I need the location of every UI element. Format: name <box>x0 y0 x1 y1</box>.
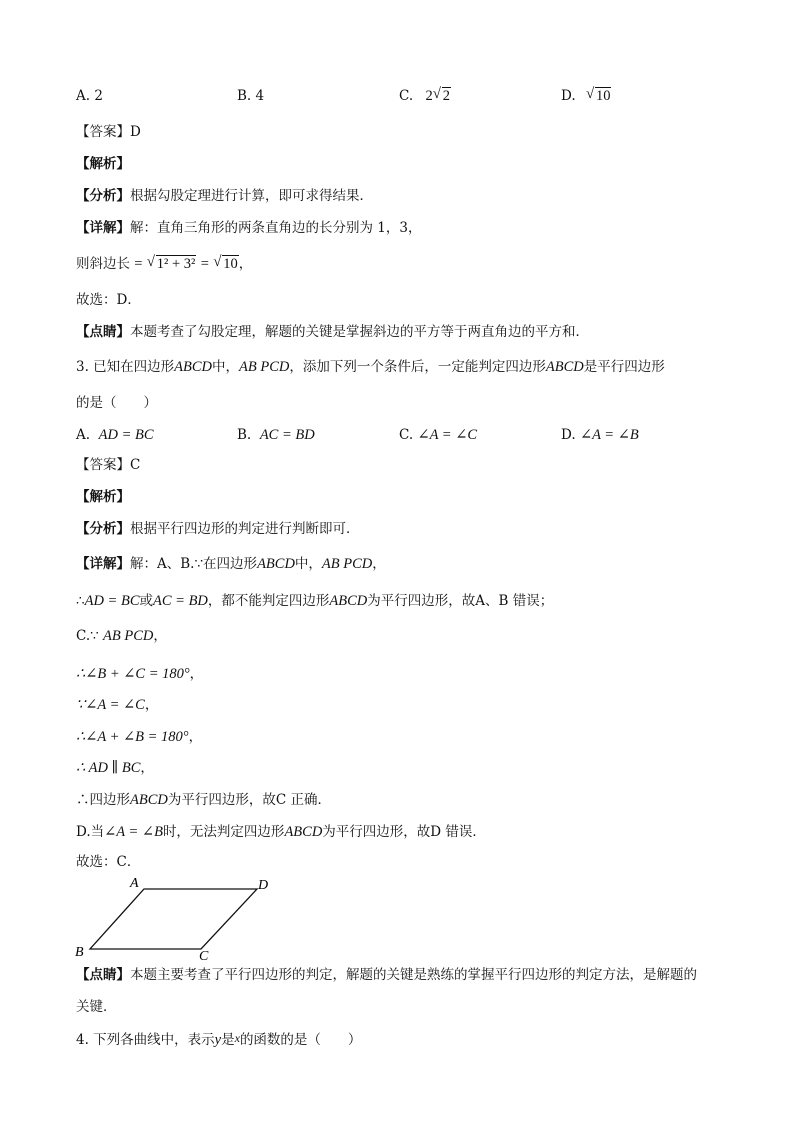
q3-step-6 <box>76 758 154 778</box>
xiangjie-text: 解：直角三角形的两条直角边的长分别为 1，3， <box>130 220 422 236</box>
q3-stem-abcd: ABCD <box>174 359 213 375</box>
q2-option-d-radicand: 10 <box>595 88 611 104</box>
s1-text-3: 为平行四边形，故A、B 错误； <box>367 593 554 609</box>
xj-1-cond: AB PCD <box>321 556 373 572</box>
q3-option-a-math: AD = BC <box>98 427 154 443</box>
q3-step-2 <box>76 626 167 646</box>
q3-option-c-math: ∠A = ∠C <box>417 427 478 443</box>
s7-math: ABCD <box>130 792 168 808</box>
q3-option-c <box>399 425 477 445</box>
calc-radicand: 1² + 3² <box>156 256 196 272</box>
q3-answer: 【答案】C <box>76 457 141 473</box>
therefore-symbol: ∴ <box>76 593 85 609</box>
q3-step-3 <box>76 664 203 684</box>
s8-post: 为平行四边形，故D 错误． <box>322 824 486 840</box>
q3-option-d-label: D. <box>561 427 576 443</box>
q3-option-a-label: A. <box>76 427 91 443</box>
parallelogram-shape <box>90 889 257 949</box>
calc-end: ， <box>238 256 253 272</box>
q3-stem-abcd2: ABCD <box>545 359 584 375</box>
parallelogram-figure <box>70 872 280 964</box>
q3-stem <box>76 357 665 377</box>
q3-fenxi <box>76 519 360 539</box>
s5-end: ， <box>188 729 203 745</box>
calc-prefix: 则斜边长 <box>76 256 130 272</box>
s8-math-2: ABCD <box>284 824 323 840</box>
vertex-label-a: A <box>130 876 139 891</box>
q4-stem-y: y <box>214 1032 222 1048</box>
q2-xiangjie <box>76 218 421 238</box>
sqrt-sign: √ 1² + 3² <box>146 254 196 272</box>
vertex-label-c: C <box>199 949 209 964</box>
q3-step-5 <box>76 727 202 747</box>
q2-calc <box>76 254 252 274</box>
q3-step-1 <box>76 591 553 611</box>
q3-stem-3: ，添加下列一个条件后，一定能判定四边形 <box>289 359 546 375</box>
dianjing-tag: 【点睛】 <box>76 324 130 340</box>
calc-eq2: = <box>200 256 209 272</box>
xj-1-abcd: ABCD <box>257 556 295 572</box>
s8-mid: 时，无法判定四边形 <box>162 824 285 840</box>
dianjing-text: 本题主要考查了平行四边形的判定，解题的关键是熟练的掌握平行四边形的判定方法，是解题的 <box>130 967 697 983</box>
q3-stem-line2: 的是（ ） <box>76 395 157 411</box>
q2-option-d-label: D. <box>561 88 576 104</box>
q2-answer: 【答案】D <box>76 124 141 140</box>
q2-fenxi <box>76 186 373 206</box>
s7-post: 为平行四边形，故C 正确． <box>167 792 331 808</box>
s1-text-1: 或 <box>139 593 153 609</box>
q2-dianjing <box>76 322 589 342</box>
q2-option-b: B. 4 <box>237 88 265 104</box>
q3-stem-1: 3. 已知在四边形 <box>76 359 175 375</box>
s4-math: ∵∠A = ∠C <box>76 697 145 713</box>
q3-xiangjie <box>76 554 386 574</box>
s3-math: ∴∠B + ∠C = 180° <box>76 666 190 682</box>
q3-step-8 <box>76 822 486 842</box>
q2-jiexi: 【解析】 <box>76 156 130 172</box>
q3-choose: 故选：C． <box>76 854 141 870</box>
q3-option-d-math: ∠A = ∠B <box>579 427 639 443</box>
xiangjie-tag: 【详解】 <box>76 220 130 236</box>
s7-pre: ∴四边形 <box>76 792 130 808</box>
fenxi-text: 根据勾股定理进行计算，即可求得结果． <box>130 188 373 204</box>
q3-stem-4: 是平行四边形 <box>583 359 665 375</box>
sqrt-sign: √ 2 <box>432 86 450 104</box>
q3-dianjing-line2: 关键． <box>76 999 117 1015</box>
q2-option-c <box>399 86 451 106</box>
q4-stem-x: x <box>234 1031 240 1045</box>
s6-math: ∴ AD ∥ BC <box>76 760 141 776</box>
q3-option-c-label: C. <box>399 427 414 443</box>
q3-option-b-math: AC = BD <box>259 427 315 443</box>
q3-stem-cond: AB PCD <box>239 359 290 375</box>
q3-step-7 <box>76 790 331 810</box>
xj-1b: 中， <box>294 556 322 572</box>
s6-end: ， <box>140 760 154 776</box>
vertex-label-d: D <box>258 878 269 893</box>
q4-stem <box>76 1028 361 1050</box>
calc-eq1: = <box>134 256 143 272</box>
s3-end: ， <box>189 666 204 682</box>
q4-stem-2: 是 <box>221 1032 235 1048</box>
q3-option-d <box>561 425 639 445</box>
s1-math-1: AD = BC <box>84 593 140 609</box>
q4-stem-1: 4. 下列各曲线中，表示 <box>76 1032 215 1048</box>
dianjing-text: 本题考查了勾股定理，解题的关键是掌握斜边的平方等于两直角边的平方和． <box>130 324 589 340</box>
fenxi-tag: 【分析】 <box>76 521 130 537</box>
q3-stem-2: 中， <box>212 359 240 375</box>
s2-end: ， <box>153 628 167 644</box>
q3-option-b <box>237 425 315 445</box>
s4-end: ， <box>144 697 159 713</box>
vertex-label-b: B <box>75 945 84 960</box>
fenxi-text: 根据平行四边形的判定进行判断即可． <box>130 521 360 537</box>
dianjing-tag: 【点睛】 <box>76 967 130 983</box>
s1-math-3: ABCD <box>329 593 368 609</box>
q3-jiexi: 【解析】 <box>76 489 130 505</box>
xj-1d: ， <box>372 556 386 572</box>
q2-option-d <box>561 86 611 106</box>
q4-stem-3: 的函数的是（ ） <box>239 1032 362 1048</box>
s2-pre: C.∵ <box>76 628 99 644</box>
xiangjie-tag: 【详解】 <box>76 556 130 572</box>
q2-option-c-coef: 2 <box>425 88 433 104</box>
s8-pre: D.当 <box>76 824 105 840</box>
q3-option-b-label: B. <box>237 427 252 443</box>
sqrt-sign: √ 10 <box>213 254 238 272</box>
sqrt-sign: √ 10 <box>585 86 611 104</box>
fenxi-tag: 【分析】 <box>76 188 130 204</box>
calc-result: 10 <box>223 256 238 272</box>
s5-math: ∴∠A + ∠B = 180° <box>76 729 189 745</box>
q2-option-a: A. 2 <box>76 88 103 104</box>
q2-option-c-label: C. <box>399 88 414 104</box>
q3-step-4 <box>76 695 158 715</box>
xj-1: 解：A、B.∵在四边形 <box>130 556 258 572</box>
q3-dianjing <box>76 965 697 985</box>
s2-math: AB PCD <box>103 628 154 644</box>
q3-option-a <box>76 425 154 445</box>
s1-math-2: AC = BD <box>153 593 208 609</box>
q2-option-c-radicand: 2 <box>442 88 450 104</box>
q2-choose: 故选：D． <box>76 292 141 308</box>
s1-text-2: ，都不能判定四边形 <box>207 593 330 609</box>
s8-math: ∠A = ∠B <box>104 824 163 840</box>
